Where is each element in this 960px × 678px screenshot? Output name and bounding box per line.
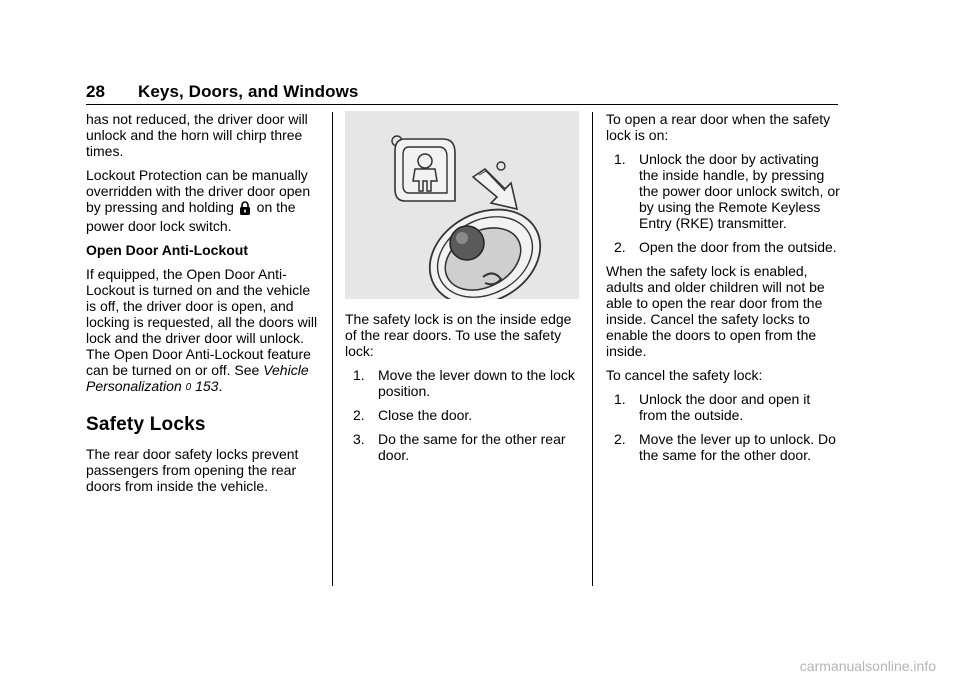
paragraph-safety-lock-location: The safety lock is on the inside edge of the rear doors. To use the safety lock: xyxy=(345,311,572,359)
subheading-open-door-anti-lockout: Open Door Anti-Lockout xyxy=(86,242,249,258)
paragraph-cancel-intro: To cancel the safety lock: xyxy=(606,367,763,383)
lock-icon xyxy=(239,201,251,218)
list-item: 2. Open the door from the outside. xyxy=(614,239,837,255)
list-item: 1. Unlock the door and open it from the outside. xyxy=(614,391,811,423)
paragraph-open-rear-door: To open a rear door when the safety lock is on: xyxy=(606,111,831,143)
page-ref-arrow-icon: 0 xyxy=(185,382,192,393)
column-2 xyxy=(345,111,581,471)
column-3 xyxy=(606,111,842,471)
page-number: 28 xyxy=(86,82,106,101)
paragraph-horn-chirp: has not reduced, the driver door will unlock and the horn will chirp three times. xyxy=(86,111,308,159)
xref-vehicle-personalization[interactable]: Vehicle Personalization 0 153 xyxy=(86,362,309,394)
anti-lockout-text: If equipped, the Open Door Anti-Lockout is turned on and the vehicle is off, the driver door is open, and locking is requested, all the doors will lock and the driver door will unlock. The Open Door Anti-Lockout feature can be turned on or off. See xyxy=(86,266,318,378)
watermark: carmanualsonline.info xyxy=(799,658,936,674)
list-item: 1. Move the lever down to the lock position. xyxy=(353,367,575,399)
column-1 xyxy=(86,111,322,502)
override-text: Lockout Protection can be manually overridden with the driver door open by pressing and holding xyxy=(86,167,311,215)
override-text-end: on the power door lock switch. xyxy=(86,199,296,234)
steps-use-safety-lock xyxy=(345,367,581,463)
column-divider-1 xyxy=(332,112,333,586)
safety-lock-illustration xyxy=(345,111,579,299)
column-divider-2 xyxy=(592,112,593,586)
header-rule xyxy=(86,104,838,105)
section-title: Keys, Doors, and Windows xyxy=(138,82,359,101)
paragraph-safety-locks-intro: The rear door safety locks prevent passengers from opening the rear doors from inside the vehicle. xyxy=(86,446,299,494)
xref-page-number: 153 xyxy=(195,378,219,394)
page-header xyxy=(86,82,838,102)
list-item: 2. Move the lever up to unlock. Do the same for the other door. xyxy=(614,431,836,463)
steps-cancel-safety-lock xyxy=(606,391,842,463)
list-item: 1. Unlock the door by activating the inside handle, by pressing the power door unlock switch, or by using the Remote Keyless Entry (RKE) transmitter. xyxy=(614,151,840,231)
list-item: 2. Close the door. xyxy=(353,407,473,423)
list-item: 3. Do the same for the other rear door. xyxy=(353,431,566,463)
paragraph-safety-lock-enabled: When the safety lock is enabled, adults and older children will not be able to open the rear door from the inside. Cancel the safety locks to enable the doors to open from the inside. xyxy=(606,263,825,359)
paragraph-lockout-override xyxy=(86,167,322,234)
steps-open-rear-door xyxy=(606,151,842,255)
paragraph-anti-lockout: If equipped, the Open Door Anti-Lockout is turned on and the vehicle is off, the driver door is open, and locking is requested, all the doors will lock and the driver door will unlock. The Open Door Anti-Lockout feature can be turned on or off. See Vehicle Personalization 0 153. xyxy=(86,266,318,394)
heading-safety-locks: Safety Locks xyxy=(86,414,206,435)
